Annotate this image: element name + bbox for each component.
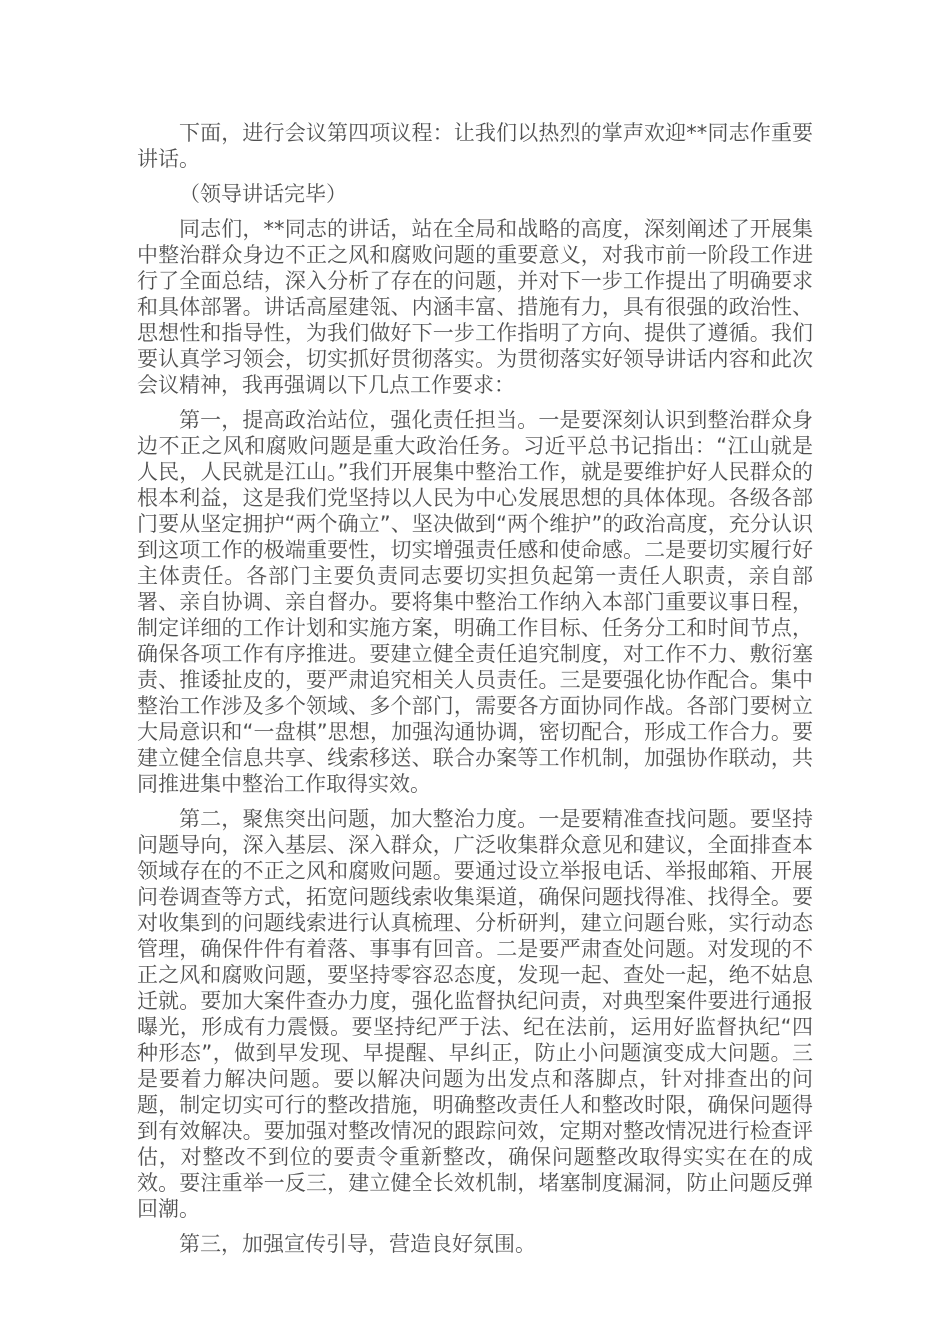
paragraph-point-two: 第二，聚焦突出问题，加大整治力度。一是要精准查找问题。要坚持问题导向，深入基层、深入群众，广泛收集群众意见和建议，全面排查本领域存在的不正之风和腐败问题。要通过设立举报电话、举报邮箱、开展问卷调查等方式，拓宽问题线索收集渠道，确保问题找得准、找得全。要对收集到的问题线索进行认真梳理、分析研判，建立问题台账，实行动态管理，确保件件有着落、事事有回音。二是要严肃查处问题。对发现的不正之风和腐败问题，要坚持零容忍态度，发现一起、查处一起，绝不姑息迁就。要加大案件查办力度，强化监督执纪问责，对典型案件要进行通报曝光，形成有力震慑。要坚持纪严于法、纪在法前，运用好监督执纪“四种形态”，做到早发现、早提醒、早纠正，防止小问题演变成大问题。三是要着力解决问题。要以解决问题为出发点和落脚点，针对排查出的问题，制定切实可行的整改措施，明确整改责任人和整改时限，确保问题得到有效解决。要加强对整改情况的跟踪问效，定期对整改情况进行检查评估，对整改不到位的要责令重新整改，确保问题整改取得实实在在的成效。要注重举一反三，建立健全长效机制，堵塞制度漏洞，防止问题反弹回潮。 [137,807,813,1221]
paragraph-stage-note: （领导讲话完毕） [179,182,347,206]
paragraph-point-three: 第三，加强宣传引导，营造良好氛围。 [179,1232,536,1256]
paragraph-speech-summary: 同志们，**同志的讲话，站在全局和战略的高度，深刻阐述了开展集中整治群众身边不正之风和腐败问题的重要意义，对我市前一阶段工作进行了全面总结，深入分析了存在的问题，并对下一步工作提出了明确要求和具体部署。讲话高屋建瓴、内涵丰富、措施有力，具有很强的政治性、思想性和指导性，为我们做好下一步工作指明了方向、提供了遵循。我们要认真学习领会，切实抓好贯彻落实。为贯彻落实好领导讲话内容和此次会议精神，我再强调以下几点工作要求： [137,217,813,397]
paragraph-agenda-announcement: 下面，进行会议第四项议程：让我们以热烈的掌声欢迎**同志作重要讲话。 [137,121,813,171]
document-page [137,120,813,1257]
paragraph-point-one: 第一，提高政治站位，强化责任担当。一是要深刻认识到整治群众身边不正之风和腐败问题是重大政治任务。习近平总书记指出：“江山就是人民，人民就是江山。”我们开展集中整治工作，就是要维护好人民群众的根本利益，这是我们党坚持以人民为中心发展思想的具体体现。各级各部门要从坚定拥护“两个确立”、坚决做到“两个维护”的政治高度，充分认识到这项工作的极端重要性，切实增强责任感和使命感。二是要切实履行好主体责任。各部门主要负责同志要切实担负起第一责任人职责，亲自部署、亲自协调、亲自督办。要将集中整治工作纳入本部门重要议事日程，制定详细的工作计划和实施方案，明确工作目标、任务分工和时间节点，确保各项工作有序推进。要建立健全责任追究制度，对工作不力、敷衍塞责、推诿扯皮的，要严肃追究相关人员责任。三是要强化协作配合。集中整治工作涉及多个领域、多个部门，需要各方面协同作战。各部门要树立大局意识和“一盘棋”思想，加强沟通协调，密切配合，形成工作合力。要建立健全信息共享、线索移送、联合办案等工作机制，加强协作联动，共同推进集中整治工作取得实效。 [137,408,813,796]
